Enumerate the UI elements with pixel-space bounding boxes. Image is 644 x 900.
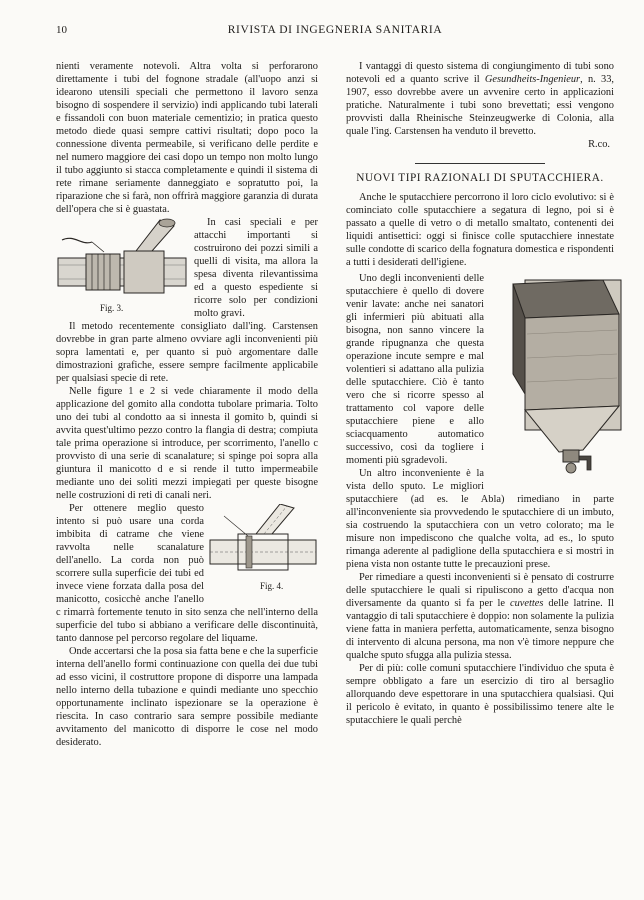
paragraph [346, 571, 614, 662]
paragraph: Un altro inconveniente è la vista dello sputo. Le migliori sputacchiere (ad es. le Abla) rimediano in parte all'inconveniente sia provvedendo le sputacchiere di un imbuto, sia costruendo la sputacchiera con un vetro colorato; ma le misure non impediscono che qualche volta, ad es., lo sputo rimanga aderente al padiglione della sputacchiera e si mostri in piena vista non ostante tutte le precauzioni prese. [346, 468, 614, 570]
pipe-joint-drawing [56, 218, 188, 300]
spittoon-figure [490, 274, 614, 484]
paragraph: Anche le sputacchiere percorrono il loro ciclo evolutivo: si è cominciato colle sputacchiere a segatura di legno, poi si è passato a quelle di vetro o di metallo smaltato, contenenti dei liquidi antisettici: oggi si finisce colle sputacchiere innestate sulle condotte di scarico della fognatura domestica e rispondenti a tutti i desiderati dell'igiene. [346, 192, 614, 268]
figure-4-caption: Fig. 4. [260, 581, 284, 591]
paragraph: Per ottenere meglio questo intento si può usare una corda imbibita di catrame che viene ravvolta nelle scanalature dell'anello. La corda non può scorrere sulla superficie dei tubi ed invece viene forzata dalla posa del manicotto, cosicchè anche l'anello c rimarrà fortemente tenuto in sito senza che nell'interno della superficie del tubo si abbiano a verificare delle discontinuità, tanto dannose pel percorso regolare del liquame. [56, 503, 318, 644]
paragraph-text: I vantaggi di questo sistema di congiungimento di tubi sono notevoli ed a quanto scrive il [346, 61, 614, 85]
paragraph: Per di più: colle comuni sputacchiere l'individuo che sputa è sempre obbligato a fare un esercizio di tiro al bersaglio allorquando deve espettorare in una sputacchiera qualsiasi. Qui il pericolo è evitato, in quanto è possibilissimo tenere alte le sputacchiere le quali perchè [346, 663, 614, 726]
running-head [56, 24, 614, 38]
figure-3 [56, 218, 188, 318]
paragraph-text: Uno degli inconvenienti delle sputacchiere è quello di dovere venir lavate: anche nei sanatori gli infermieri più abituati alla bisogna, non sanno vincere la grande ripugnanza che questa operazione incute sempre e mal volentieri si adattano alla pulizia delle sputacchiere. Ciò è tanto vero che si ricorre spesso al trattamento col vapore delle sputacchiere piene e allo sciacquamento automatico successivo, così da togliere i momenti più sgradevoli. [346, 273, 484, 466]
paragraph: Onde accertarsi che la posa sia fatta bene e che la superficie interna dell'anello formi continuazione con quella dei due tubi ad esso vicini, il costruttore propone di disporre una lampada nello interno della tubazione e quindi mediante uno specchio opportunamente inclinato ispezionare se la operazione è riescita. In caso contrario sara sempre possibile mediante avvitamento del manicotto di disporre le cose nel modo desiderato. [56, 646, 318, 748]
section-heading: NUOVI TIPI RAZIONALI DI SPUTACCHIERA. [356, 172, 604, 184]
journal-reference: Gesundheits-Ingenieur [484, 74, 581, 85]
paragraph: In casi speciali e per attacchi importanti si costruirono dei pozzi simili a quelli di visita, ma allora la spesa diventa rilevantissima ed a questo espediente si ricorre solo per condizioni molto gravi. [194, 217, 318, 319]
right-column [346, 60, 614, 727]
paragraph: Il metodo recentemente consigliato dall'ing. Carstensen dovrebbe in gran parte almeno ovviare agli inconvenienti più sopra lamentati e, per quanto si può argomentare dalle dimostrazioni grafiche, essere sempre facilmente applicabile per qualsiasi specie di rete. [56, 321, 318, 384]
figure-4 [208, 504, 318, 596]
left-column [56, 60, 318, 749]
journal-title: RIVISTA DI INGEGNERIA SANITARIA [227, 24, 443, 36]
paragraph-with-figure [346, 272, 614, 467]
paragraph [346, 60, 614, 138]
spittoon-illustration [503, 274, 627, 484]
figure-3-caption: Fig. 3. [100, 303, 124, 313]
paragraph-text: delle latrine. Il vantaggio di tali sputacchiere è doppio: non solamente la pulizia viene fatta in maniera perfetta, automaticamente, senza bisogno di intervento di alcuna persona, ma non v'è timore neppure che qualche sputo sfugga alla pulizia stessa. [346, 598, 614, 661]
page-number: 10 [56, 24, 67, 36]
paragraph: nienti veramente notevoli. Altra volta si perforarono direttamente i tubi del fognone stradale (all'uopo anzi si idearono utensili speciali che permettono il lavoro senza bisogno di sospendere il servizio) indi applicando tubi laterali e fissandoli con buon materiale cementizio; in pratica questo metodo diede quasi sempre cattivi risultati; dopo poco la connessione diventa permeabile, si verificano delle perdite e nel numero maggiore dei casi dopo un tempo non molto lungo il tubo aggiunto si stacca completamente e quindi il sistema di rete rimane seriamente danneggiato e sopratutto poi, la riparazione che si farà, non offrirà maggiore garanzia di durata dell'opera che si è guastata. [56, 61, 318, 215]
italic-term: cuvettes [509, 598, 544, 609]
author-signature: R.co. [588, 139, 610, 150]
section-divider [415, 163, 545, 164]
paragraph-text: Per rimediare a questi inconvenienti si è pensato di costrurre delle sputacchiere le quali si ripuliscono a getto d'acqua non diversamente da quanto si fa per le [346, 572, 614, 609]
pipe-section-drawing [208, 504, 318, 578]
paragraph-text: , n. 33, 1907, esso dovrebbe avere un avvenire certo in applicazioni pratiche. Naturalmente i tubi sono brevettati; essi vengono provvisti dalla Rheinische Steinzeugwerke di Colonia, alla quale l'ing. Carstensen ha venduto il brevetto. [346, 74, 614, 137]
paragraph: Nelle figure 1 e 2 si vede chiaramente il modo della applicazione del gomito alla condotta tubolare primaria. Tolto uno dei tubi al condotto aa si innesta il gomito b, quindi si avvita quest'ultimo pezzo contro la flangia di destra; compiuta tale prima operazione si introduce, per scorrimento, l'anello c provvisto di una serie di scanalature; si spinge poi sopra alla giuntura il manicotto d e si rende il tutto impermeabile mediante uno dei soliti mezzi impiegati per queste bisogne nelle costruzioni di reti di canali neri. [56, 386, 318, 501]
